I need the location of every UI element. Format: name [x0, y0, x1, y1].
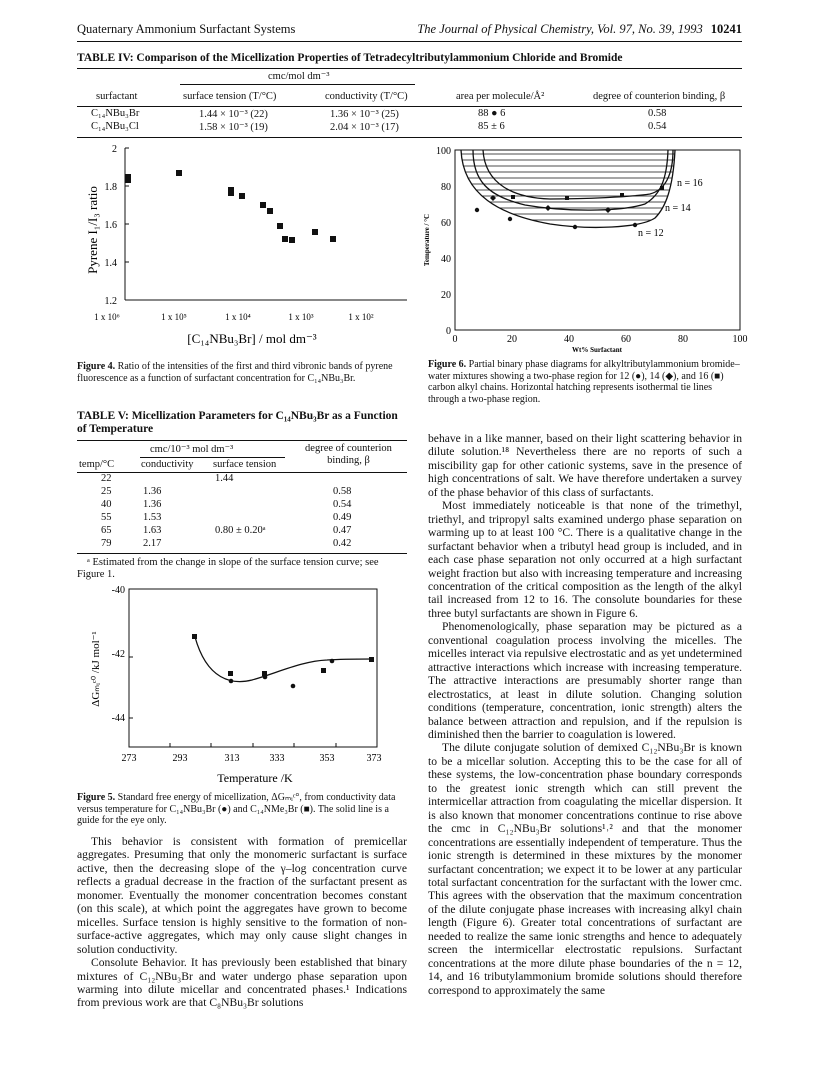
- fig4-point: [312, 229, 318, 235]
- fig4-point: [125, 174, 131, 183]
- table5-top-rule: [77, 440, 407, 441]
- right-column-text: [428, 432, 742, 997]
- fig4-xtick: 1 x 10²: [348, 312, 374, 322]
- page-number: 10241: [710, 22, 742, 36]
- fig6-ytick: 60: [441, 218, 451, 229]
- fig6-label-n14: n = 14: [665, 203, 691, 214]
- table5-cell: 1.36: [143, 486, 162, 497]
- fig6-point: [573, 225, 577, 229]
- table4-cell: C₁₄NBu₃Cl: [91, 121, 139, 132]
- fig6-point: [508, 217, 512, 221]
- fig4-ytick: 1.8: [104, 182, 117, 193]
- table5-header-rule: [77, 472, 407, 473]
- paragraph: This behavior is consistent with formation of premicellar aggregates. Presuming that only the monomeric surfactant is surface active, then the decreasing slope of the γ–log concentration curve reflects a gradual decrease in the fraction of the surfactant present as monomer. Eventually the monomer concentration becomes constant (on this scale), at which point the aggregates have grown to become micelles. Surface tension is highly sensitive to the formation of non-surface-active aggregates, which may only cause slight changes in solution conductivity.: [77, 835, 407, 956]
- table5-group-rule: [140, 457, 285, 458]
- fig5-ytick: -40: [111, 585, 125, 596]
- fig5-xtick: 333: [269, 753, 285, 764]
- figure5-caption: Figure 5. Standard free energy of micellization, ΔGₘᵢᶜ°, from conductivity data versus temperature for C₁₄NBu₃Br (●) and C₁₄NMe₃Br (■). The solid line is a guide for the eye only.: [77, 792, 396, 826]
- table5-cell: 2.17: [143, 538, 162, 549]
- fig5-xtick: 273: [121, 753, 137, 764]
- table4-col-surfactant: surfactant: [96, 91, 138, 102]
- table5-cell: 0.49: [333, 512, 352, 523]
- table5-cell: 40: [101, 499, 112, 510]
- table5-caption: TABLE V: Micellization Parameters for C₁₄NBu₃Br as a Function of Temperature: [77, 410, 398, 435]
- table4-col-area: area per molecule/Å²: [456, 91, 545, 102]
- fig6-curve-n12: [461, 150, 675, 227]
- table5-col-conductivity: conductivity: [141, 459, 194, 470]
- table4-group-rule: [180, 84, 415, 85]
- fig6-xtick: 0: [452, 334, 458, 345]
- table4-header-rule: [77, 106, 742, 107]
- table4-cell: 0.58: [648, 108, 667, 119]
- fig4-point: [289, 237, 295, 243]
- paragraph: behave in a like manner, based on their light scattering behavior in dilute solution.¹⁸ Nevertheless there are no reports of such a miscibility gap for other cationic systems, save in the presence of high concentrations of salt. We have therefore undertaken a survey of the phase behavior of this class of surfactants.: [428, 432, 742, 499]
- table5-cell: 1.44: [215, 473, 234, 484]
- table4-cell: 1.58 × 10⁻³ (19): [199, 122, 268, 133]
- header-left: Quaternary Ammonium Surfactant Systems: [77, 22, 296, 36]
- fig5-point: [229, 679, 234, 684]
- fig4-xtick: 1 x 10⁴: [225, 312, 251, 322]
- table5-cell: 0.54: [333, 499, 352, 510]
- table4-cell: 85 ± 6: [478, 121, 505, 132]
- table5-cell: 65: [101, 525, 112, 536]
- table4-cell: 2.04 × 10⁻³ (17): [330, 122, 399, 133]
- fig5-xtick: 373: [366, 753, 382, 764]
- table5-col-surface-tension: surface tension: [213, 459, 277, 470]
- fig6-point: [633, 223, 637, 227]
- fig6-xtick: 60: [621, 334, 631, 345]
- paragraph: Most immediately noticeable is that none of the trimethyl, triethyl, and tripropyl salts examined undergo phase separation on warming up to at least 100 °C. There is a qualitative change in the surfactant behavior when a tributyl head group is included, and in each case phase separation not only occurred at a high surfactant weight fraction but also with increasing temperature and increasing concentration of the critical composition as the length of the alkyl tail increased from 12 to 16. The consolute boundaries for these three butyl surfactants are shown in Figure 6.: [428, 499, 742, 620]
- table4-col-conductivity: conductivity (T/°C): [325, 91, 408, 102]
- fig4-point: [267, 208, 273, 214]
- figure6-plot: [415, 140, 755, 355]
- fig5-point: [192, 634, 197, 639]
- table5-cell: 25: [101, 486, 112, 497]
- fig5-point: [330, 659, 335, 664]
- fig5-ylabel: ΔGₘᵢᶜ⁰ /kJ mol⁻¹: [90, 631, 102, 707]
- fig4-ytick: 1.2: [104, 296, 117, 307]
- fig5-guide-line: [195, 637, 372, 682]
- paragraph: Consolute Behavior. It has previously been established that binary mixtures of C₁₂NBu₃Br and water undergo phase separation upon warming into dilute micellar and concentrated phases.¹ Indications from previous work are that C₈NBu₃Br solutions: [77, 956, 407, 1010]
- fig6-curve-n16: [483, 150, 673, 199]
- left-column-text: [77, 835, 407, 1010]
- table5-cell: 79: [101, 538, 112, 549]
- fig5-xtick: 353: [319, 753, 335, 764]
- table4-cell: 1.36 × 10⁻³ (25): [330, 109, 399, 120]
- fig5-xlabel: Temperature /K: [217, 771, 293, 785]
- fig6-label-n12: n = 12: [638, 228, 664, 239]
- table5-cell: 0.42: [333, 538, 352, 549]
- fig4-ytick: 1.6: [104, 220, 117, 231]
- fig6-point: [545, 205, 551, 211]
- table5-cell: 0.80 ± 0.20ᵃ: [215, 525, 266, 536]
- fig4-xlabel: [C₁₄NBu₃Br] / mol dm⁻³: [187, 331, 317, 346]
- fig6-ylabel: Temperature / °C: [423, 213, 431, 267]
- fig6-point: [565, 196, 569, 200]
- table5-cell: 1.53: [143, 512, 162, 523]
- table4-bottom-rule: [77, 137, 742, 138]
- header-right: The Journal of Physical Chemistry, Vol. 97, No. 39, 1993 10241: [417, 22, 742, 36]
- fig6-ytick: 20: [441, 290, 451, 301]
- fig6-label-n16: n = 16: [677, 178, 703, 189]
- fig4-point: [282, 236, 288, 242]
- fig5-point: [263, 675, 268, 680]
- figure5-plot: [77, 585, 410, 807]
- fig6-ytick: 80: [441, 182, 451, 193]
- running-header: [77, 22, 742, 40]
- figure4-caption: Figure 4. Ratio of the intensities of the first and third vibronic bands of pyrene fluorescence as a function of surfactant concentration for C₁₄NBu₃Br.: [77, 361, 393, 384]
- table4-col-beta: degree of counterion binding, β: [593, 91, 726, 102]
- fig6-point: [511, 195, 515, 199]
- fig5-ytick: -42: [111, 649, 125, 660]
- fig6-xtick: 100: [732, 334, 748, 345]
- fig4-xtick: 1 x 10⁶: [94, 312, 120, 322]
- paragraph: The dilute conjugate solution of demixed C₁₂NBu₃Br is known to be a micellar solution. Accepting this to be the case for all of these systems, the low-concentration phase boundary corresponds to the greatest ionic strength which can still prevent the intermicellar attraction from coagulating the micellar dispersion. It is also known that monomer concentrations continue to rise above the cmc in C₁₂NBu₃Br solutions¹˒² and that the monomer concentrations are essentially independent of temperature. Thus the ionic strength is determined in these mixtures by the monomer surfactant concentration; we expect it to be lower at any particular total surfactant concentration for the surfactant with the lower cmc. This agrees with the observation that the maximum concentration of the dilute conjugate phase increases with increasing alkyl chain length (Figure 6). Greater total concentrations of surfactant are needed to realize the same ionic strengths and hence to adequately screen the intermicellar electrostatic repulsions. Surfactant concentrations at the more dilute phase boundaries of the n = 12, 14, and 16 tributylammonium bromide solutions should therefore correspond to approximately the same: [428, 741, 742, 997]
- table5-bottom-rule: [77, 553, 407, 554]
- table5-group-header: cmc/10⁻³ mol dm⁻³: [150, 444, 234, 455]
- fig4-xtick: 1 x 10⁵: [161, 312, 187, 322]
- fig6-xlabel: Wt% Surfactant: [572, 346, 622, 354]
- fig5-ytick: -44: [111, 713, 125, 724]
- table4-cell: 0.54: [648, 121, 667, 132]
- fig5-point: [291, 684, 296, 689]
- fig4-point: [239, 193, 245, 199]
- fig4-ylabel: Pyrene I₁/I₃ ratio: [85, 186, 100, 274]
- table4-caption: TABLE IV: Comparison of the Micellization Properties of Tetradecyltributylammonium Chloride and Bromide: [77, 52, 623, 64]
- fig6-point: [660, 186, 664, 190]
- table4-top-rule: [77, 68, 742, 69]
- table5-col-temp: temp/°C: [79, 459, 115, 470]
- fig4-point: [277, 223, 283, 229]
- table5-col-beta: degree of counterion binding, β: [305, 443, 392, 466]
- fig4-ytick: 1.4: [104, 258, 117, 269]
- paragraph: Phenomenologically, phase separation may be pictured as a conventional coagulation process involving the micelles. The micelles interact via repulsive electrostatic and as yet undetermined attractive interactions which increase with increasing temperature. The attractive interactions are presumably shorter range than electrostatics, at least in dilute solution. Changing solution conditions (temperature, concentration, ionic strength) alters the balance between attraction and repulsion, and if the repulsion is diminished then the barrier to coagulation is lowered.: [428, 620, 742, 741]
- fig6-ytick: 0: [446, 326, 451, 337]
- fig6-ytick: 40: [441, 254, 451, 265]
- fig4-point: [228, 187, 234, 196]
- fig6-xtick: 40: [564, 334, 574, 345]
- table4-col-surface-tension: surface tension (T/°C): [183, 91, 277, 102]
- fig5-point: [321, 668, 326, 673]
- header-rule: [77, 41, 742, 42]
- table5-cell: 0.47: [333, 525, 352, 536]
- table5-cell: 55: [101, 512, 112, 523]
- table4-cell: C₁₄NBu₃Br: [91, 108, 140, 119]
- fig4-xtick: 1 x 10³: [288, 312, 314, 322]
- table4-group-header: cmc/mol dm⁻³: [268, 71, 330, 82]
- fig5-point: [369, 657, 374, 662]
- fig4-ytick: 2: [112, 144, 117, 155]
- fig6-point: [620, 193, 624, 197]
- fig5-xtick: 313: [224, 753, 240, 764]
- fig5-xtick: 293: [172, 753, 188, 764]
- table5-cell: 1.63: [143, 525, 162, 536]
- fig4-point: [260, 202, 266, 208]
- fig6-curve-n14: [473, 150, 668, 210]
- table5-cell: 22: [101, 473, 112, 484]
- fig6-xtick: 20: [507, 334, 517, 345]
- table5-footnote: ᵃ Estimated from the change in slope of the surface tension curve; see Figure 1.: [77, 557, 379, 580]
- table4-cell: 88 ● 6: [478, 108, 506, 119]
- fig6-point: [475, 208, 479, 212]
- figure6-caption: Figure 6. Partial binary phase diagrams for alkyltributylammonium bromide–water mixtures showing a two-phase region for 12 (●), 14 (◆), and 16 (■) carbon alkyl chains. Horizontal hatching represents isothermal tie lines through a two-phase region.: [428, 359, 740, 405]
- figure4-plot: [77, 140, 410, 350]
- fig5-point: [228, 671, 233, 676]
- fig4-point: [176, 170, 182, 176]
- fig6-xtick: 80: [678, 334, 688, 345]
- table5-cell: 1.36: [143, 499, 162, 510]
- table4-cell: 1.44 × 10⁻³ (22): [199, 109, 268, 120]
- fig6-ytick: 100: [436, 146, 451, 157]
- fig4-point: [330, 236, 336, 242]
- table5-cell: 0.58: [333, 486, 352, 497]
